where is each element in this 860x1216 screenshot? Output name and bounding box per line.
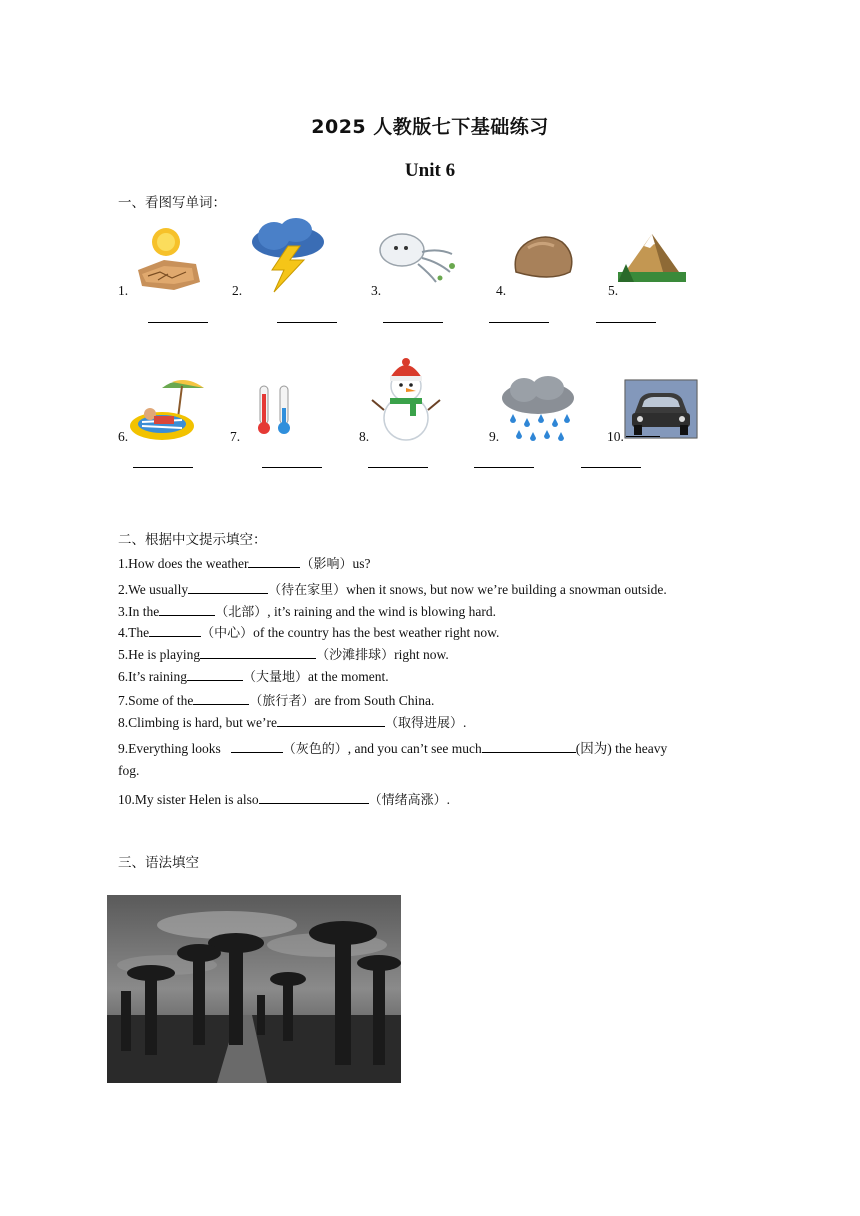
item-number: 9. [489, 429, 500, 444]
exercise-line: 1.How does the weather （影响）us? [118, 556, 371, 572]
answer-blank[interactable] [277, 714, 385, 727]
rock-icon [510, 232, 576, 282]
answer-blank[interactable] [159, 603, 215, 616]
answer-blank[interactable] [188, 581, 268, 594]
section-1-heading: 一、看图写单词： [118, 195, 226, 211]
mountain-icon [616, 228, 688, 284]
item-number: 8. [359, 429, 370, 444]
answer-blank[interactable] [368, 467, 428, 468]
car-fog-icon [624, 379, 698, 439]
answer-blank[interactable] [259, 791, 369, 804]
answer-blank[interactable] [248, 555, 300, 568]
answer-blank[interactable] [149, 624, 201, 637]
exercise-line: 3.In the （北部）, it’s raining and the wind is blowing hard. [118, 604, 496, 620]
exercise-line: 8.Climbing is hard, but we’re （取得进展）. [118, 715, 467, 731]
exercise-line: 9.Everything looks （灰色的）, and you can’t see much (因为) the heavy [118, 741, 668, 757]
section-2-heading: 二、根据中文提示填空： [118, 532, 267, 548]
wind-cloud-icon [378, 228, 460, 288]
exercise-line: 6.It’s raining （大量地）at the moment. [118, 669, 389, 685]
answer-blank[interactable] [596, 322, 656, 323]
page-title: 2025 人教版七下基础练习 [311, 116, 549, 138]
rain-cloud-icon [498, 376, 576, 442]
answer-blank[interactable] [148, 322, 208, 323]
exercise-line: 4.The （中心）of the country has the best weather right now. [118, 625, 500, 641]
snowman-icon [370, 356, 442, 442]
exercise-line: 10.My sister Helen is also （情绪高涨）. [118, 792, 451, 808]
answer-blank[interactable] [489, 322, 549, 323]
section-3-heading: 三、语法填空 [118, 855, 199, 871]
item-number: 4. [496, 283, 507, 298]
item-number: 10. [607, 429, 624, 444]
baobab-photo [107, 895, 401, 1083]
item-number: 3. [371, 283, 382, 298]
unit-title: Unit 6 [404, 160, 456, 181]
exercise-line: 5.He is playing （沙滩排球）right now. [118, 647, 449, 663]
item-number: 1. [118, 283, 129, 298]
item-number: 7. [230, 429, 241, 444]
answer-blank[interactable] [581, 467, 641, 468]
answer-blank[interactable] [262, 467, 322, 468]
item-number: 2. [232, 283, 243, 298]
beach-icon [128, 374, 208, 442]
answer-blank[interactable] [231, 740, 283, 753]
storm-cloud-icon [248, 218, 328, 294]
answer-blank[interactable] [193, 692, 249, 705]
answer-blank[interactable] [482, 740, 576, 753]
answer-blank[interactable] [187, 668, 243, 681]
exercise-line: fog. [118, 763, 140, 778]
answer-blank[interactable] [277, 322, 337, 323]
thermometer-icon [252, 384, 296, 436]
answer-blank[interactable] [474, 467, 534, 468]
exercise-line: 7.Some of the （旅行者）are from South China. [118, 693, 435, 709]
answer-blank[interactable] [383, 322, 443, 323]
answer-blank[interactable] [200, 646, 316, 659]
sun-drought-icon [134, 222, 202, 292]
answer-blank[interactable] [626, 436, 660, 437]
exercise-line: 2.We usually （待在家里）when it snows, but now we’re building a snowman outside. [118, 582, 667, 598]
answer-blank[interactable] [133, 467, 193, 468]
item-number: 6. [118, 429, 129, 444]
item-number: 5. [608, 283, 619, 298]
